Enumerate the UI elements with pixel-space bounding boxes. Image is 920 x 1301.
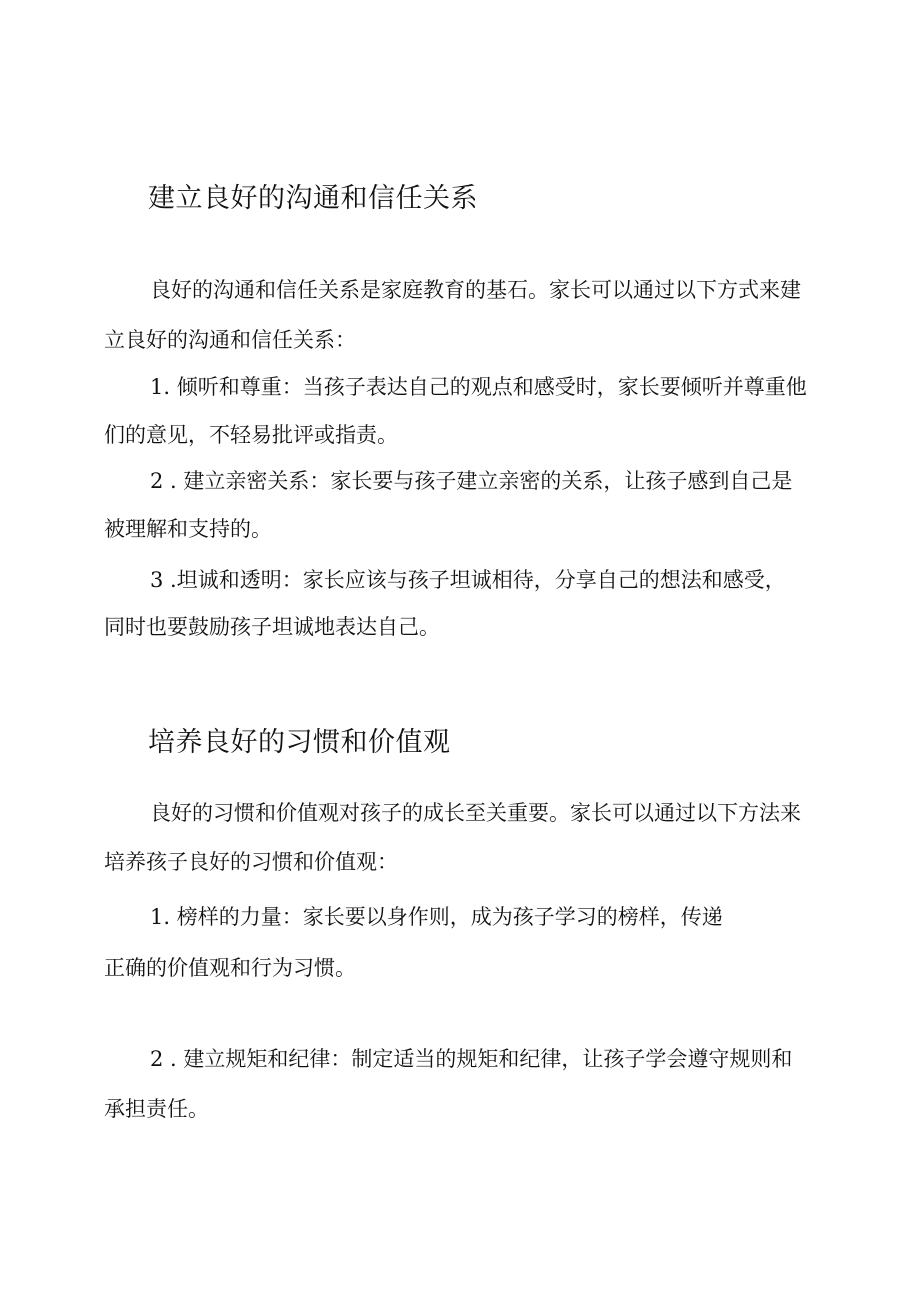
list-item-line: 3 .坦诚和透明：家长应该与孩子坦诚相待，分享自己的想法和感受， (150, 568, 786, 592)
section-heading: 培养良好的习惯和价值观 (148, 727, 451, 758)
paragraph-line: 培养孩子良好的习惯和价值观： (104, 850, 398, 874)
paragraph-line: 立良好的沟通和信任关系： (104, 328, 356, 352)
list-item-line: 承担责任。 (104, 1097, 209, 1121)
paragraph-line: 良好的沟通和信任关系是家庭教育的基石。家长可以通过以下方式来建 (150, 278, 801, 302)
list-item-line: 2 . 建立规矩和纪律：制定适当的规矩和纪律，让孩子学会遵守规则和 (150, 1047, 793, 1071)
paragraph-line: 良好的习惯和价值观对孩子的成长至关重要。家长可以通过以下方法来 (150, 801, 801, 825)
list-item-line: 1. 榜样的力量：家长要以身作则，成为孩子学习的榜样，传递 (150, 905, 723, 929)
section-heading: 建立良好的沟通和信任关系 (148, 183, 478, 214)
list-item-line: 们的意见，不轻易批评或指责。 (104, 423, 398, 447)
list-item-line: 2 . 建立亲密关系：家长要与孩子建立亲密的关系，让孩子感到自己是 (150, 469, 793, 493)
list-item-line: 正确的价值观和行为习惯。 (104, 956, 356, 980)
list-item-line: 被理解和支持的。 (104, 517, 272, 541)
list-item-line: 同时也要鼓励孩子坦诚地表达自己。 (104, 615, 440, 639)
list-item-line: 1. 倾听和尊重：当孩子表达自己的观点和感受时，家长要倾听并尊重他 (150, 375, 807, 399)
